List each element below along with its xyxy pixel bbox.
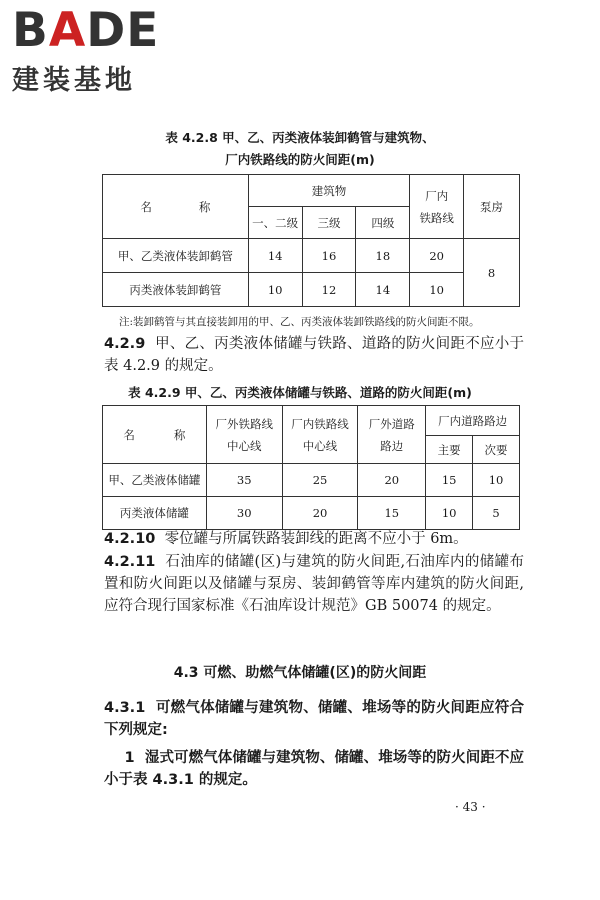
clause-text: 零位罐与所属铁路装卸线的距离不应小于 6m。 bbox=[164, 531, 468, 547]
header-grade-4: 四级 bbox=[356, 207, 410, 239]
clause-4-2-11 bbox=[104, 551, 524, 617]
cell-main-road: 15 bbox=[426, 464, 473, 497]
table-4-2-8-caption-line1: 表 4.2.8 甲、乙、丙类液体装卸鹤管与建筑物、 bbox=[165, 130, 435, 145]
cell-external-railway: 30 bbox=[206, 497, 282, 530]
row-name: 甲、乙类液体装卸鹤管 bbox=[103, 239, 249, 273]
cell-internal-railway: 20 bbox=[282, 497, 358, 530]
clause-4-2-9 bbox=[104, 333, 524, 377]
cell-external-railway: 35 bbox=[206, 464, 282, 497]
header-building: 建筑物 bbox=[248, 175, 410, 207]
cell-external-road: 15 bbox=[358, 497, 426, 530]
table-row bbox=[103, 273, 520, 307]
row-name: 丙类液体储罐 bbox=[103, 497, 207, 530]
table-4-2-9-caption: 表 4.2.9 甲、乙、丙类液体储罐与铁路、道路的防火间距(m) bbox=[128, 385, 472, 400]
clause-4-2-10 bbox=[104, 528, 524, 550]
cell-main-road: 10 bbox=[426, 497, 473, 530]
header-internal-railway: 厂内铁路线 中心线 bbox=[282, 406, 358, 464]
table-row bbox=[103, 497, 520, 530]
table-4-2-8-caption-line2: 厂内铁路线的防火间距(m) bbox=[225, 152, 375, 167]
table-row bbox=[103, 239, 520, 273]
row-name: 丙类液体装卸鹤管 bbox=[103, 273, 249, 307]
row-name: 甲、乙类液体储罐 bbox=[103, 464, 207, 497]
clause-4-3-1 bbox=[104, 697, 524, 741]
clause-number: 4.2.10 bbox=[104, 531, 156, 547]
clause-text: 石油库的储罐(区)与建筑的防火间距,石油库内的储罐布置和防火间距以及储罐与泵房、装卸鹤管等库内建筑的防火间距,应符合现行国家标准《石油库设计规范》GB 50074 的规定。 bbox=[104, 554, 525, 614]
clause-number: 4.2.11 bbox=[104, 554, 156, 570]
header-external-railway: 厂外铁路线 中心线 bbox=[206, 406, 282, 464]
cell-grade-1-2: 10 bbox=[248, 273, 302, 307]
header-internal-road: 厂内道路路边 bbox=[426, 406, 520, 436]
clause-text: 甲、乙、丙类液体储罐与铁路、道路的防火间距不应小于表 4.2.9 的规定。 bbox=[104, 336, 525, 374]
cell-grade-4: 18 bbox=[356, 239, 410, 273]
header-main-road: 主要 bbox=[426, 436, 473, 464]
cell-minor-road: 5 bbox=[473, 497, 520, 530]
cell-pump-house: 8 bbox=[464, 239, 520, 307]
page-number: · 43 · bbox=[455, 800, 486, 814]
table-4-2-9 bbox=[102, 405, 520, 530]
item-text: 湿式可燃气体储罐与建筑物、储罐、堆场等的防火间距不应小于表 4.3.1 的规定。 bbox=[104, 750, 524, 788]
header-name: 名 称 bbox=[103, 175, 249, 239]
header-railway: 厂内 铁路线 bbox=[410, 175, 464, 239]
header-grade-1-2: 一、二级 bbox=[248, 207, 302, 239]
clause-text: 可燃气体储罐与建筑物、储罐、堆场等的防火间距应符合下列规定: bbox=[104, 700, 524, 738]
header-minor-road: 次要 bbox=[473, 436, 520, 464]
header-pump-house: 泵房 bbox=[464, 175, 520, 239]
table-4-2-8 bbox=[102, 174, 520, 307]
publisher-logo bbox=[12, 3, 192, 97]
header-grade-3: 三级 bbox=[302, 207, 356, 239]
section-4-3-heading: 4.3 可燃、助燃气体储罐(区)的防火间距 bbox=[173, 665, 427, 681]
clause-item-1 bbox=[104, 747, 524, 791]
table-row bbox=[103, 464, 520, 497]
header-name: 名 称 bbox=[103, 406, 207, 464]
cell-grade-3: 16 bbox=[302, 239, 356, 273]
cell-railway: 20 bbox=[410, 239, 464, 273]
cell-grade-4: 14 bbox=[356, 273, 410, 307]
item-number: 1 bbox=[124, 750, 135, 766]
cell-railway: 10 bbox=[410, 273, 464, 307]
header-external-road: 厂外道路 路边 bbox=[358, 406, 426, 464]
cell-minor-road: 10 bbox=[473, 464, 520, 497]
clause-number: 4.2.9 bbox=[104, 336, 146, 352]
clause-number: 4.3.1 bbox=[104, 700, 146, 716]
logo-wordmark: BADE bbox=[12, 3, 160, 58]
logo-subtitle: 建装基地 bbox=[12, 65, 136, 96]
table-4-2-8-note: 注:装卸鹤管与其直接装卸用的甲、乙、丙类液体装卸铁路线的防火间距不限。 bbox=[119, 316, 480, 328]
cell-grade-1-2: 14 bbox=[248, 239, 302, 273]
cell-grade-3: 12 bbox=[302, 273, 356, 307]
cell-internal-railway: 25 bbox=[282, 464, 358, 497]
cell-external-road: 20 bbox=[358, 464, 426, 497]
